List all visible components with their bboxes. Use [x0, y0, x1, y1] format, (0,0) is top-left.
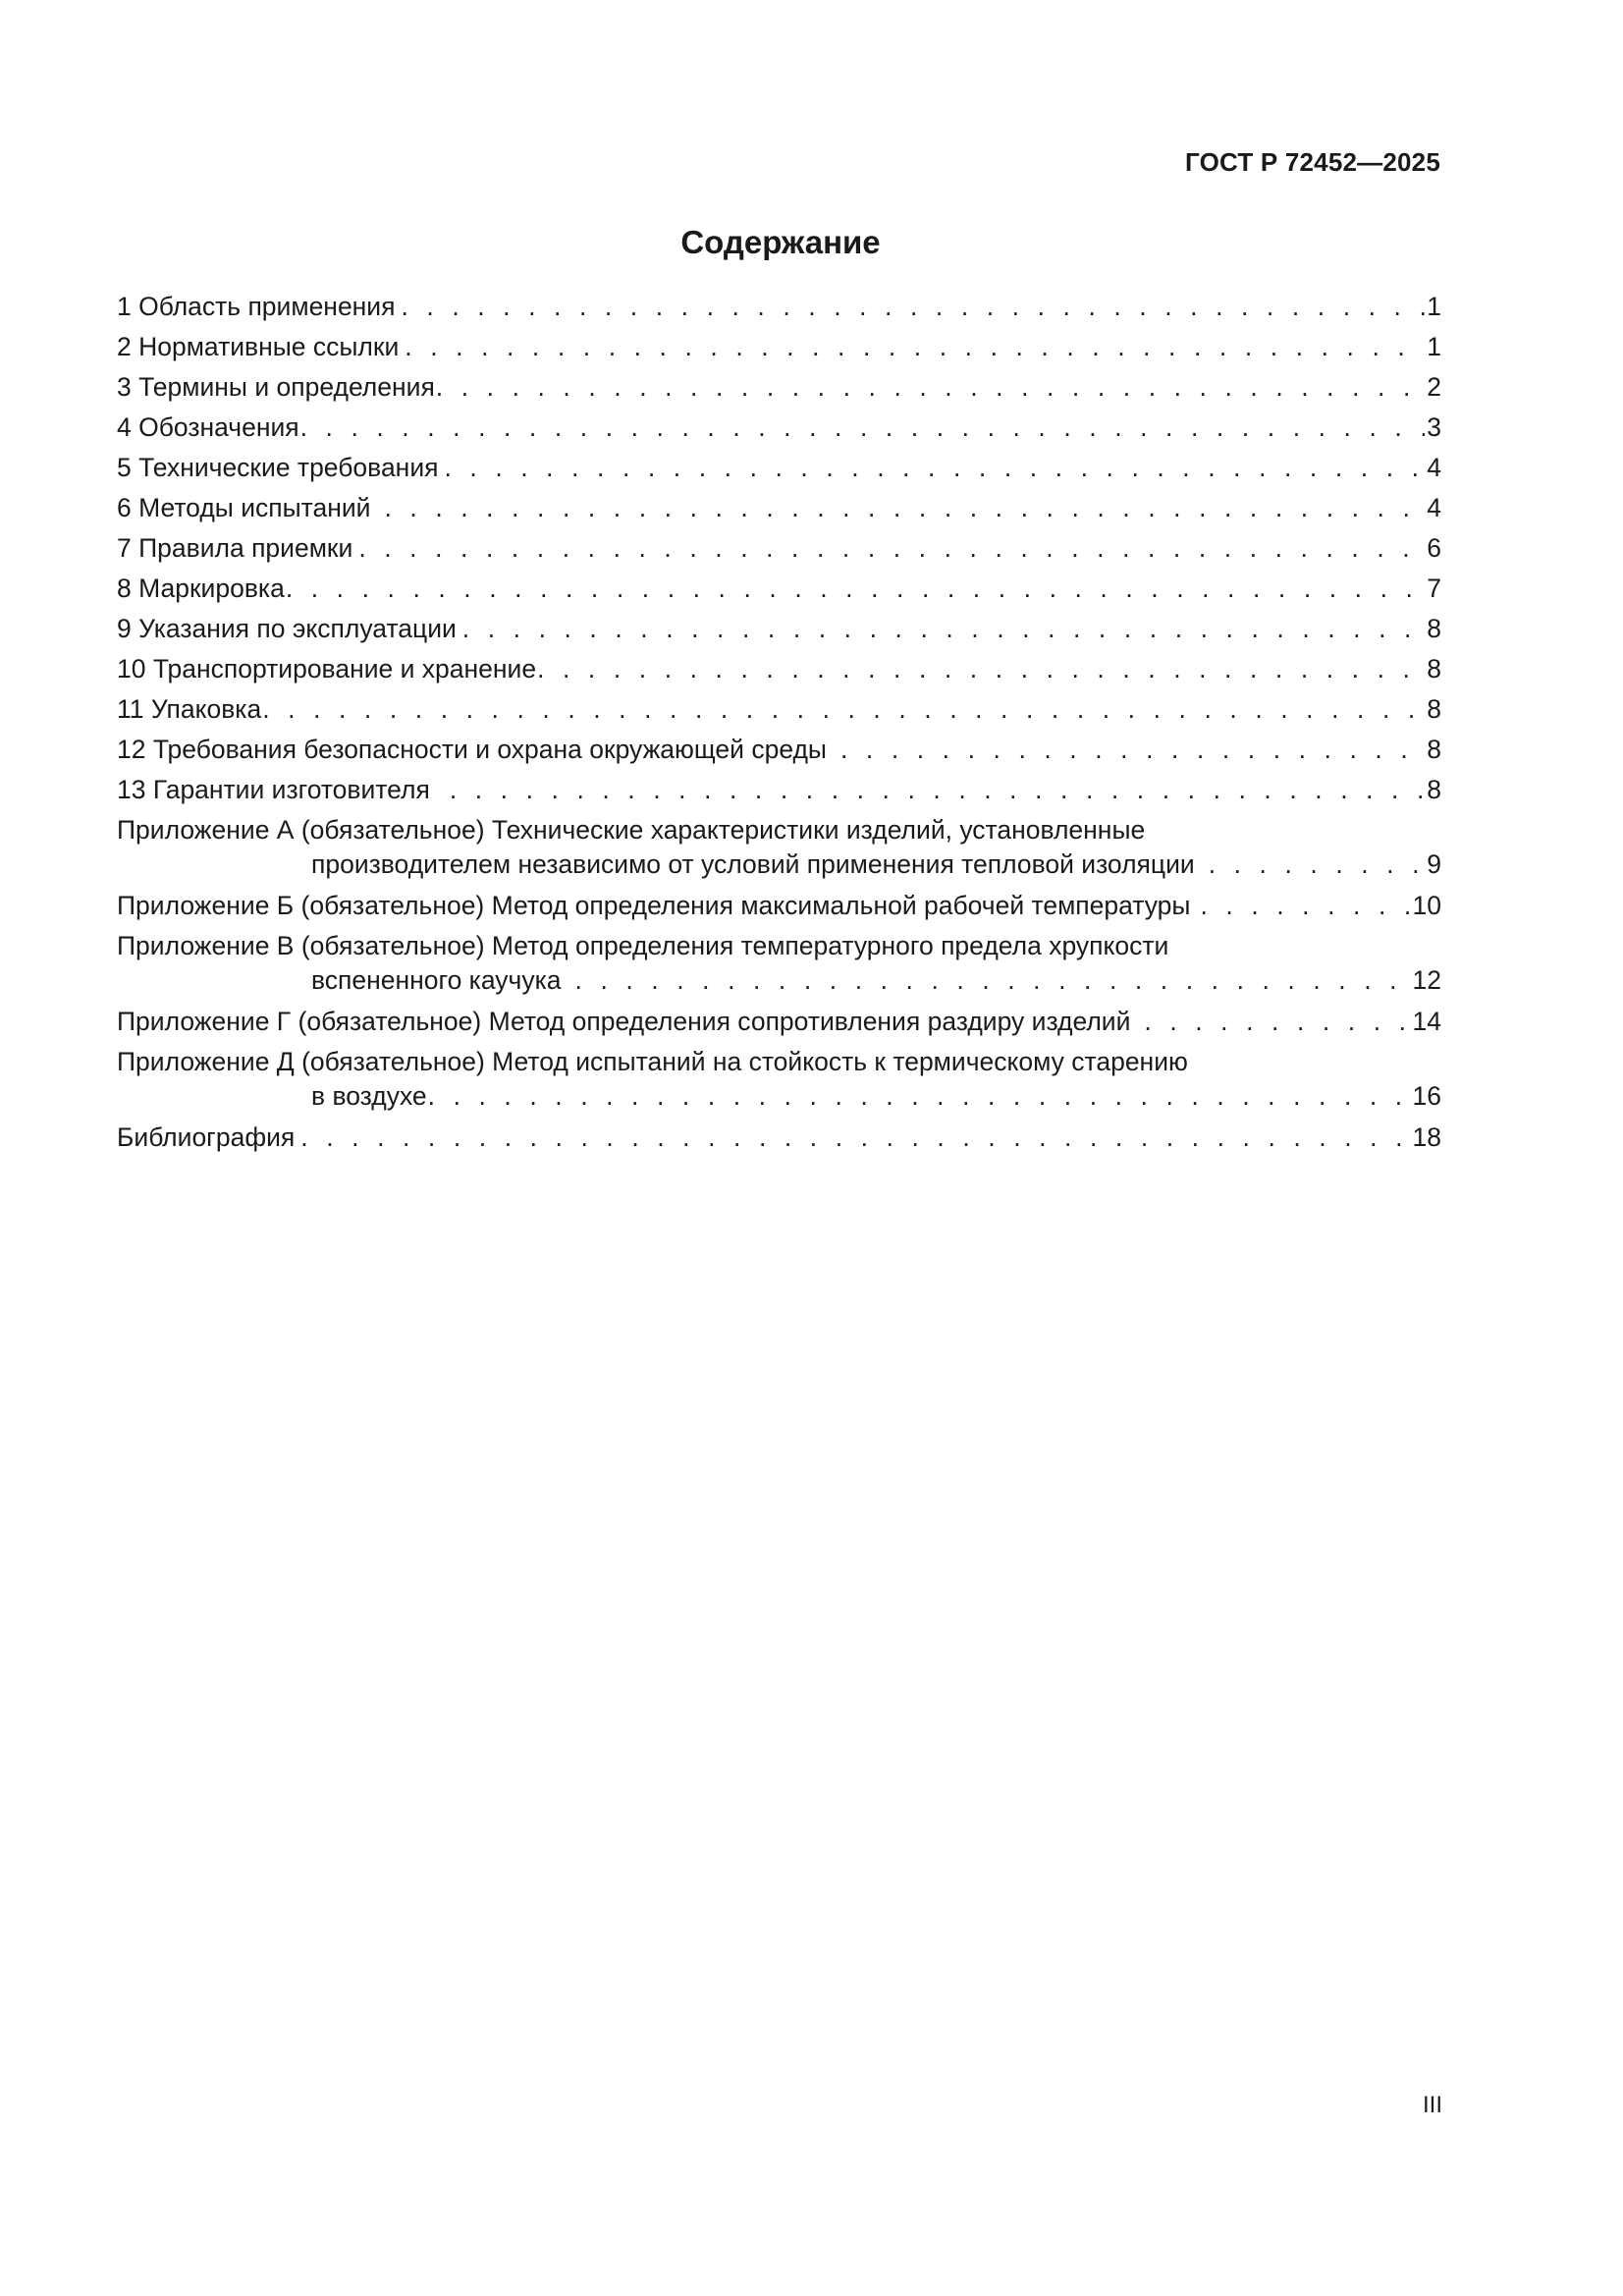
toc-entry-4[interactable]	[117, 408, 1441, 448]
dot-leader	[1144, 1002, 1410, 1042]
toc-entry-1[interactable]	[117, 287, 1441, 327]
toc-entry-text-continued: вспененного каучука	[311, 965, 562, 995]
toc-entry-text: Приложение А (обязательное) Технические характеристики изделий, установленные	[117, 815, 1146, 845]
toc-entry-page: 8	[1427, 614, 1441, 643]
dot-leader	[1209, 847, 1426, 882]
toc-entry-page: 2	[1427, 372, 1441, 402]
toc-entry-11[interactable]	[117, 689, 1441, 730]
toc-entry-text-continued: в воздухе	[311, 1081, 427, 1111]
toc-entry-annex-g[interactable]	[117, 1002, 1441, 1042]
toc-entry-annex-d[interactable]	[117, 1042, 1441, 1118]
dot-leader	[384, 488, 1425, 528]
toc-entry-page: 8	[1427, 654, 1441, 683]
toc-entry-text: 8 Маркировка	[117, 574, 285, 603]
dot-leader	[1200, 886, 1410, 926]
toc-entry-page: 8	[1427, 694, 1441, 724]
toc-entry-page: 14	[1412, 1007, 1441, 1036]
toc-entry-page: 6	[1427, 533, 1441, 563]
toc-entry-text: 12 Требования безопасности и охрана окружающей среды	[117, 735, 827, 764]
toc-entry-text: 2 Нормативные ссылки	[117, 332, 400, 361]
toc-entry-page: 3	[1427, 412, 1441, 442]
toc-entry-9[interactable]	[117, 609, 1441, 649]
dot-leader	[401, 287, 1425, 327]
toc-entry-page: 9	[1427, 849, 1441, 879]
dot-leader	[286, 569, 1425, 609]
toc-entry-6[interactable]	[117, 488, 1441, 528]
toc-entry-page: 16	[1412, 1081, 1441, 1111]
toc-entry-page: 1	[1427, 292, 1441, 321]
toc-entry-12[interactable]	[117, 730, 1441, 770]
table-of-contents	[117, 287, 1441, 1158]
toc-entry-8[interactable]	[117, 569, 1441, 609]
dot-leader	[450, 770, 1425, 810]
toc-entry-text: Приложение Г (обязательное) Метод определения сопротивления раздиру изделий	[117, 1007, 1131, 1036]
toc-entry-3[interactable]	[117, 367, 1441, 408]
toc-entry-text: 3 Термины и определения	[117, 372, 435, 402]
toc-entry-page: 1	[1427, 332, 1441, 361]
dot-leader	[262, 689, 1425, 730]
page-number: III	[1422, 2092, 1442, 2118]
toc-entry-text: Приложение Б (обязательное) Метод определения максимальной рабочей температуры	[117, 891, 1191, 920]
toc-entry-text: 4 Обозначения	[117, 412, 299, 442]
toc-entry-5[interactable]	[117, 448, 1441, 488]
toc-entry-page: 10	[1412, 891, 1441, 920]
toc-entry-text: Приложение Д (обязательное) Метод испытаний на стойкость к термическому старению	[117, 1047, 1188, 1076]
toc-entry-text: 7 Правила приемки	[117, 533, 353, 563]
toc-entry-page: 8	[1427, 735, 1441, 764]
dot-leader	[575, 962, 1411, 998]
toc-entry-text: 13 Гарантии изготовителя	[117, 775, 430, 804]
toc-entry-page: 12	[1412, 965, 1441, 995]
toc-entry-text: Приложение В (обязательное) Метод определения температурного предела хрупкости	[117, 931, 1169, 960]
toc-entry-text: 10 Транспортирование и хранение	[117, 654, 537, 683]
toc-entry-13[interactable]	[117, 770, 1441, 810]
dot-leader	[436, 367, 1425, 408]
toc-entry-page: 7	[1427, 574, 1441, 603]
toc-entry-page: 4	[1427, 453, 1441, 482]
dot-leader	[462, 609, 1425, 649]
toc-entry-page: 4	[1427, 493, 1441, 522]
dot-leader	[300, 1118, 1410, 1158]
toc-entry-text: Библиография	[117, 1122, 296, 1152]
toc-entry-7[interactable]	[117, 528, 1441, 569]
dot-leader	[405, 327, 1425, 367]
toc-entry-text: 1 Область применения	[117, 292, 396, 321]
toc-entry-page: 18	[1412, 1122, 1441, 1152]
toc-entry-annex-a[interactable]	[117, 810, 1441, 886]
toc-entry-text: 6 Методы испытаний	[117, 493, 371, 522]
toc-entry-bibliography[interactable]	[117, 1118, 1441, 1158]
toc-title: Содержание	[680, 224, 881, 260]
toc-entry-text: 5 Технические требования	[117, 453, 439, 482]
toc-entry-10[interactable]	[117, 649, 1441, 689]
dot-leader	[358, 528, 1425, 569]
toc-entry-text: 11 Упаковка	[117, 694, 262, 724]
toc-entry-text: 9 Указания по эксплуатации	[117, 614, 457, 643]
toc-entry-annex-b[interactable]	[117, 886, 1441, 926]
toc-entry-page: 8	[1427, 775, 1441, 804]
dot-leader	[444, 448, 1425, 488]
document-code: ГОСТ Р 72452—2025	[1185, 147, 1440, 177]
dot-leader	[300, 408, 1426, 448]
dot-leader	[537, 649, 1425, 689]
toc-entry-2[interactable]	[117, 327, 1441, 367]
dot-leader	[428, 1078, 1411, 1114]
toc-entry-text-continued: производителем независимо от условий применения тепловой изоляции	[311, 849, 1195, 879]
toc-entry-annex-v[interactable]	[117, 926, 1441, 1002]
dot-leader	[840, 730, 1425, 770]
